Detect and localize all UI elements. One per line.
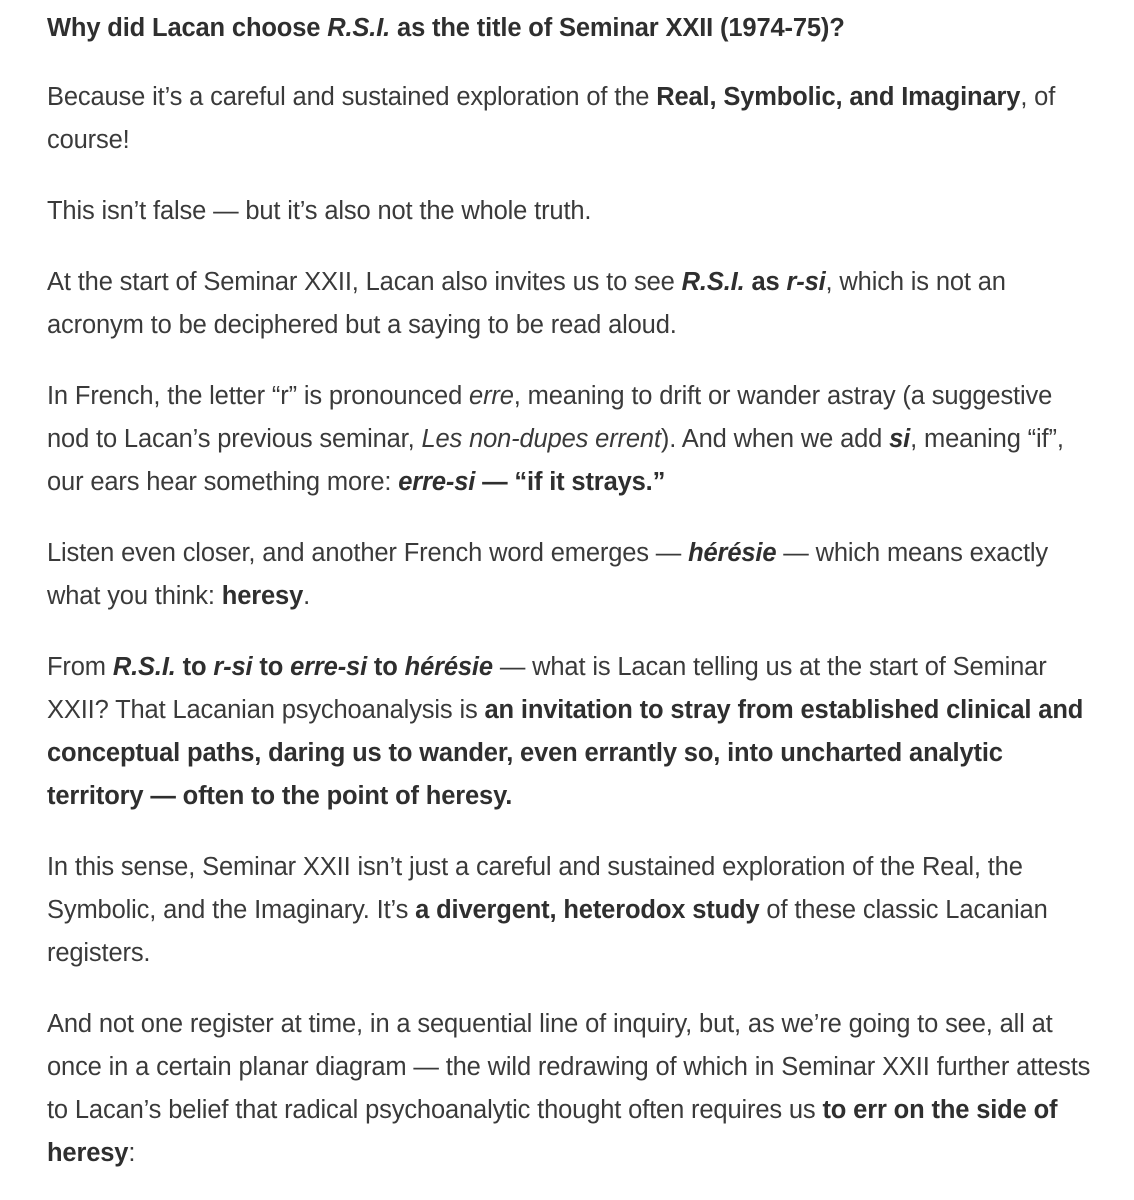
- p2-text: This isn’t false — but it’s also not the whole truth.: [47, 197, 592, 225]
- p5-heresy: heresy: [221, 582, 304, 610]
- title-pre: Why did Lacan choose: [47, 14, 328, 42]
- paragraph-5: [47, 532, 1094, 618]
- p8-text-c: :: [128, 1139, 136, 1167]
- p6-to-2: to: [252, 653, 291, 681]
- p4-text-e: ). And when we add: [660, 425, 890, 453]
- p7-text-c: of these classic Lacanian registers.: [47, 896, 1048, 967]
- p5-text-a: Listen even closer, and another French word emerges —: [47, 539, 689, 567]
- p3-text-a: At the start of Seminar XXII, Lacan also invites us to see: [47, 268, 682, 296]
- paragraph-7: [47, 846, 1094, 975]
- p4-erre-si: erre-si: [398, 468, 476, 496]
- p7-bold-study: a divergent, heterodox study: [415, 896, 760, 924]
- p6-to-3: to: [367, 653, 405, 681]
- paragraph-4: [47, 375, 1094, 504]
- paragraph-8: [47, 1003, 1094, 1175]
- p4-erre: erre: [469, 382, 514, 410]
- p3-text-e: , which is not an acronym to be deciphered but a saying to be read aloud.: [47, 268, 1006, 339]
- title-post: as the title of Seminar XXII (1974-75)?: [390, 14, 845, 42]
- paragraph-3: [47, 261, 1094, 347]
- p4-text-g: , meaning “if”, our ears hear something more:: [47, 425, 1064, 496]
- p6-to-1: to: [175, 653, 214, 681]
- p6-heresie: hérésie: [404, 653, 493, 681]
- p6-rsi: R.S.I.: [112, 653, 176, 681]
- p5-text-e: .: [303, 582, 311, 610]
- p6-r-si: r-si: [213, 653, 253, 681]
- article-question-heading: [47, 0, 1094, 48]
- p4-text-a: In French, the letter “r” is pronounced: [47, 382, 470, 410]
- paragraph-2: [47, 190, 1094, 233]
- p6-erre-si: erre-si: [290, 653, 367, 681]
- paragraph-1: [47, 76, 1094, 162]
- p3-as: as: [744, 268, 787, 296]
- p4-text-c: , meaning to drift or wander astray (a suggestive nod to Lacan’s previous seminar,: [47, 382, 1053, 453]
- p3-rsi: R.S.I.: [681, 268, 745, 296]
- p4-if-it-strays: — “if it strays.”: [475, 468, 666, 496]
- p5-heresie: hérésie: [688, 539, 777, 567]
- title-rsi: R.S.I.: [327, 14, 391, 42]
- p6-bold-invitation: an invitation to stray from established clinical and conceptual paths, daring us to wander, even errantly so, into uncharted analytic territory — often to the point of heresy.: [47, 696, 1084, 810]
- p6-text-i: — what is Lacan telling us at the start of Seminar XXII? That Lacanian psychoanalysis is: [47, 653, 1047, 724]
- p1-text-c: , of course!: [47, 83, 1056, 154]
- p5-text-c: — which means exactly what you think:: [47, 539, 1048, 610]
- paragraph-6: [47, 646, 1094, 818]
- p4-si: si: [889, 425, 911, 453]
- p8-bold-err: to err on the side of heresy: [47, 1096, 1058, 1167]
- p6-text-a: From: [47, 653, 113, 681]
- p4-seminar-title: Les non-dupes errent: [421, 425, 661, 453]
- p7-text-a: In this sense, Seminar XXII isn’t just a careful and sustained exploration of the Real, the Symbolic, and the Imaginary. It’s: [47, 853, 1023, 924]
- p3-r-si: r-si: [786, 268, 826, 296]
- p1-bold-registers: Real, Symbolic, and Imaginary: [656, 83, 1021, 111]
- p1-text-a: Because it’s a careful and sustained exploration of the: [47, 83, 657, 111]
- p8-text-a: And not one register at time, in a sequential line of inquiry, but, as we’re going to see, all at once in a certain planar diagram — the wild redrawing of which in Seminar XXII further attests to Lacan’s belief that radical psychoanalytic thought often requires us: [47, 1010, 1091, 1124]
